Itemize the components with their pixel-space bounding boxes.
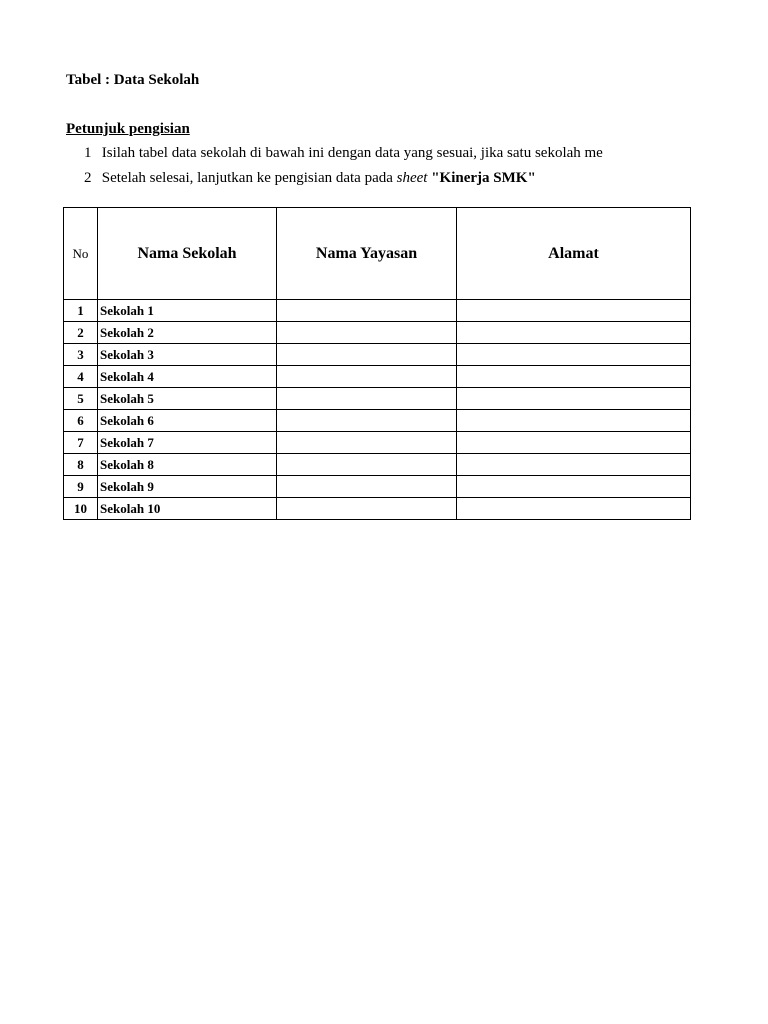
cell-no: 1 <box>64 300 98 322</box>
cell-nama-yayasan[interactable] <box>277 476 457 498</box>
table-row <box>64 410 691 432</box>
cell-alamat[interactable] <box>457 322 691 344</box>
header-no: No <box>64 208 98 300</box>
cell-nama-yayasan[interactable] <box>277 498 457 520</box>
instructions-block <box>0 0 691 200</box>
header-nama-sekolah: Nama Sekolah <box>98 208 277 300</box>
instruction-text: Setelah selesai, lanjutkan ke pengisian data pada <box>101 170 397 186</box>
table-row <box>64 388 691 410</box>
table-row <box>64 498 691 520</box>
cell-nama-sekolah: Sekolah 5 <box>98 388 277 410</box>
instruction-text: Isilah tabel data sekolah di bawah ini dengan data yang sesuai, jika satu sekolah me <box>101 145 603 161</box>
table-row <box>64 322 691 344</box>
cell-no: 5 <box>64 388 98 410</box>
cell-alamat[interactable] <box>457 300 691 322</box>
cell-nama-sekolah: Sekolah 10 <box>98 498 277 520</box>
cell-alamat[interactable] <box>457 388 691 410</box>
cell-no: 4 <box>64 366 98 388</box>
cell-nama-sekolah: Sekolah 2 <box>98 322 277 344</box>
cell-no: 8 <box>64 454 98 476</box>
cell-alamat[interactable] <box>457 366 691 388</box>
cell-nama-sekolah: Sekolah 8 <box>98 454 277 476</box>
cell-no: 6 <box>64 410 98 432</box>
table-row <box>64 344 691 366</box>
cell-nama-yayasan[interactable] <box>277 300 457 322</box>
header-alamat: Alamat <box>457 208 691 300</box>
table-row <box>64 366 691 388</box>
cell-nama-yayasan[interactable] <box>277 344 457 366</box>
page-title: Tabel : Data Sekolah <box>66 72 200 88</box>
cell-nama-sekolah: Sekolah 3 <box>98 344 277 366</box>
cell-nama-sekolah: Sekolah 1 <box>98 300 277 322</box>
cell-alamat[interactable] <box>457 410 691 432</box>
cell-alamat[interactable] <box>457 454 691 476</box>
table-body <box>64 300 691 520</box>
cell-no: 7 <box>64 432 98 454</box>
cell-nama-yayasan[interactable] <box>277 410 457 432</box>
cell-no: 3 <box>64 344 98 366</box>
cell-nama-sekolah: Sekolah 6 <box>98 410 277 432</box>
cell-nama-sekolah: Sekolah 7 <box>98 432 277 454</box>
cell-alamat[interactable] <box>457 476 691 498</box>
instruction-number: 2 <box>84 170 92 186</box>
cell-nama-yayasan[interactable] <box>277 432 457 454</box>
table-row <box>64 454 691 476</box>
cell-nama-yayasan[interactable] <box>277 454 457 476</box>
cell-nama-sekolah: Sekolah 4 <box>98 366 277 388</box>
instructions-heading: Petunjuk pengisian <box>66 121 190 137</box>
instruction-number: 1 <box>84 145 92 161</box>
table-row <box>64 300 691 322</box>
instruction-italic-term: sheet <box>396 170 428 186</box>
instruction-1 <box>84 145 603 162</box>
cell-nama-sekolah: Sekolah 9 <box>98 476 277 498</box>
table-row <box>64 432 691 454</box>
cell-alamat[interactable] <box>457 344 691 366</box>
cell-nama-yayasan[interactable] <box>277 366 457 388</box>
cell-no: 2 <box>64 322 98 344</box>
cell-alamat[interactable] <box>457 432 691 454</box>
cell-nama-yayasan[interactable] <box>277 322 457 344</box>
instruction-2 <box>84 170 536 187</box>
table-row <box>64 476 691 498</box>
cell-nama-yayasan[interactable] <box>277 388 457 410</box>
header-nama-yayasan: Nama Yayasan <box>277 208 457 300</box>
table-header-row <box>64 208 691 300</box>
cell-no: 9 <box>64 476 98 498</box>
instruction-sheet-name: "Kinerja SMK" <box>431 170 536 186</box>
cell-alamat[interactable] <box>457 498 691 520</box>
school-data-table <box>63 207 691 520</box>
cell-no: 10 <box>64 498 98 520</box>
